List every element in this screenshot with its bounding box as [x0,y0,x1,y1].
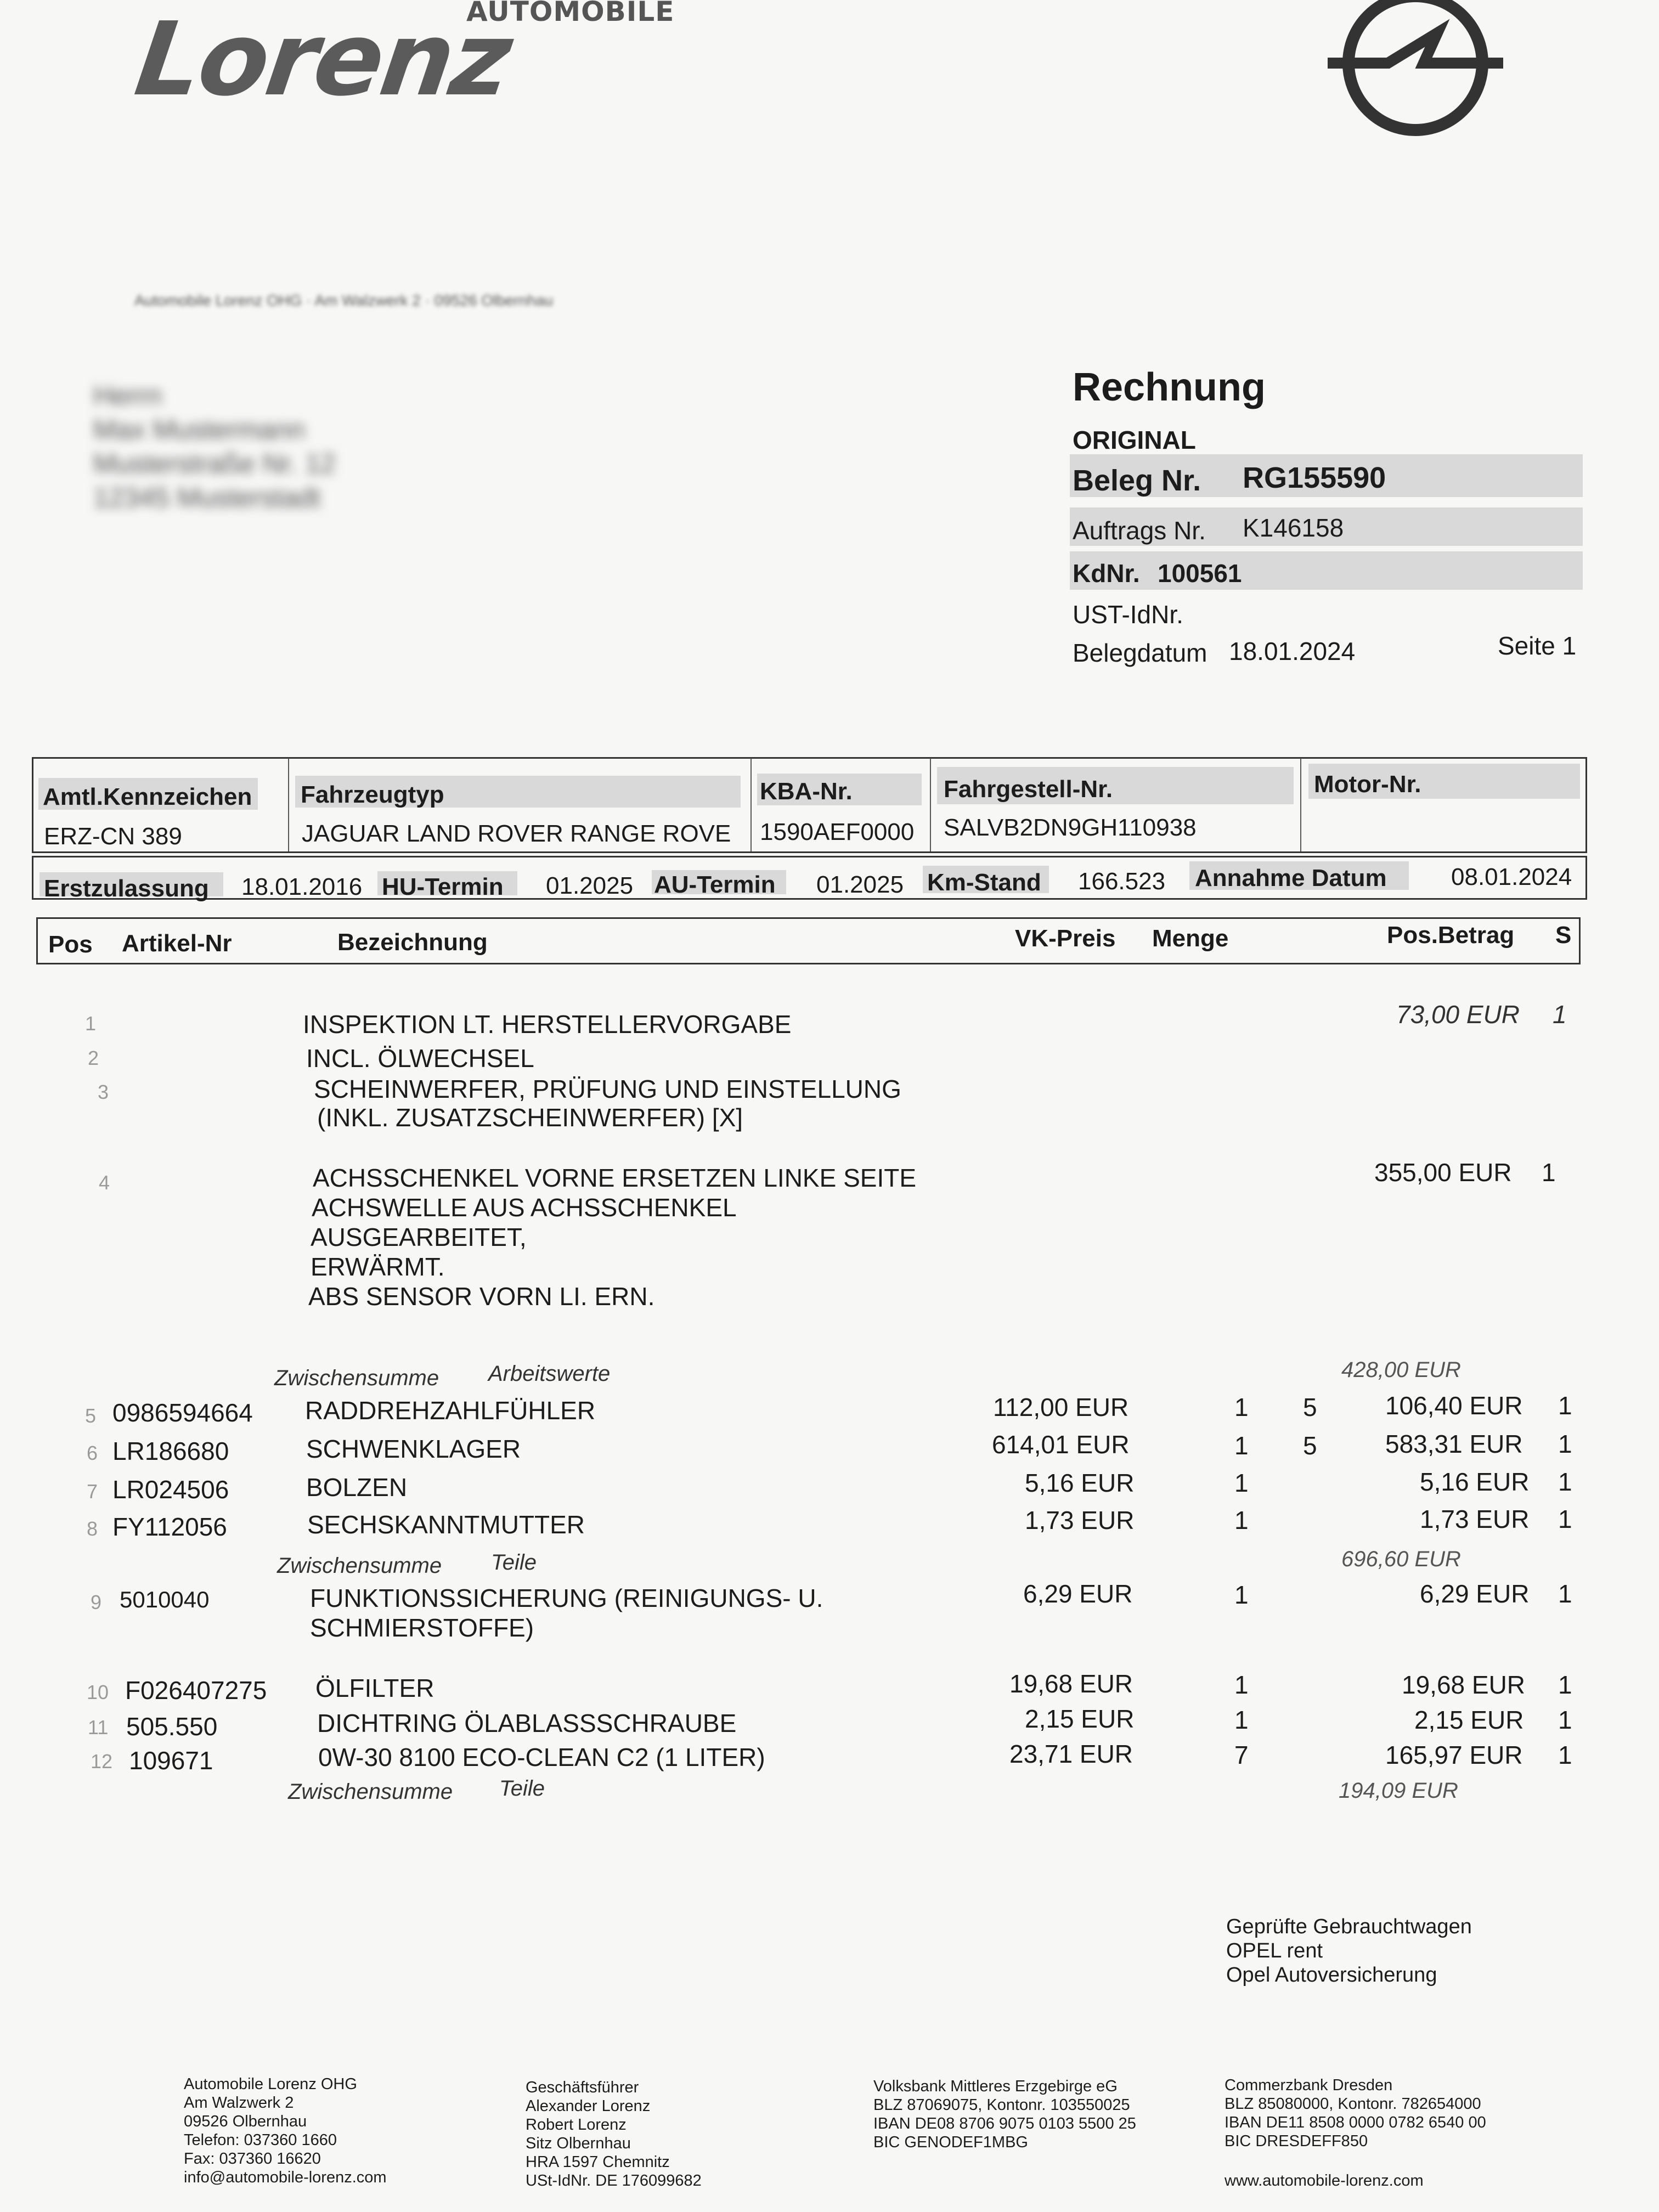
line-qty: 1 [1234,1431,1249,1460]
line-pos: 2 [88,1047,99,1069]
line-description: RADDREHZAHLFÜHLER [305,1396,596,1425]
line-qty: 1 [1234,1393,1249,1421]
line-amount: 106,40 EUR [1385,1391,1523,1420]
annahme-datum-value: 08.01.2024 [1451,864,1572,890]
page-number: Seite 1 [1498,631,1577,660]
kennzeichen-value: ERZ-CN 389 [44,823,182,850]
line-description-cont: (INKL. ZUSATZSCHEINWERFER) [X] [317,1103,743,1132]
subtotal-label: Zwischensumme [277,1554,442,1578]
col-artikel: Artikel-Nr [122,930,232,957]
line-qty: 1 [1234,1671,1249,1699]
line-description: SECHSKANNTMUTTER [307,1510,585,1539]
line-article: 109671 [129,1746,213,1775]
line-article: 505.550 [126,1712,218,1741]
header-km-stand: Km-Stand [927,869,1041,896]
line-description-cont: SCHMIERSTOFFE) [310,1613,534,1642]
line-article: 5010040 [120,1587,210,1612]
ust-label: UST-IdNr. [1073,600,1183,629]
line-s: 1 [1558,1391,1572,1420]
belegdatum-value: 18.01.2024 [1229,637,1356,665]
line-s: 1 [1558,1706,1572,1734]
subtotal-label: Zwischensumme [288,1780,453,1804]
line-pos: 11 [88,1716,109,1739]
header-fahrgestell: Fahrgestell-Nr. [944,776,1113,803]
header-fahrzeugtyp: Fahrzeugtyp [301,781,444,808]
line-s: 1 [1558,1468,1572,1496]
km-stand-value: 166.523 [1078,868,1166,895]
opel-logo-icon [1322,0,1509,143]
line-pos: 5 [85,1404,97,1427]
footer-website-link[interactable]: www.automobile-lorenz.com [1224,2172,1424,2190]
footer-bank-volksbank: Volksbank Mittleres Erzgebirge eG BLZ 87069075, Kontonr. 103550025 IBAN DE08 8706 9075 0103 5500 25 BIC GENODEF1MBG [873,2078,1136,2151]
line-qty: 1 [1234,1506,1249,1534]
beleg-number: RG155590 [1243,461,1386,494]
line-qty: 1 [1234,1469,1249,1497]
auftrag-number: K146158 [1243,514,1344,542]
fahrzeugtyp-value: JAGUAR LAND ROVER RANGE ROVE [302,820,731,847]
line-description: INCL. ÖLWECHSEL [306,1044,534,1073]
belegdatum-label: Belegdatum [1073,639,1207,667]
header-hu-termin: HU-Termin [382,873,504,900]
hu-termin-value: 01.2025 [546,872,634,899]
line-amount: 355,00 EUR [1374,1158,1512,1187]
line-description: BOLZEN [306,1473,408,1502]
line-qty: 1 [1234,1581,1249,1609]
footer-company: Automobile Lorenz OHG Am Walzwerk 2 09526 Olbernhau Telefon: 037360 1660 Fax: 037360 16620 info@automobile-lorenz.com [184,2075,387,2186]
line-article: FY112056 [112,1513,227,1541]
company-logo: Lorenz [128,0,517,119]
line-price: 2,15 EUR [1025,1705,1135,1733]
line-description: DICHTRING ÖLABLASSSCHRAUBE [317,1709,737,1737]
au-termin-value: 01.2025 [816,871,904,898]
line-qty: 7 [1234,1741,1249,1769]
line-s: 1 [1553,1000,1567,1029]
line-s: 1 [1558,1741,1572,1769]
footer-management: Geschäftsführer Alexander Lorenz Robert Lorenz Sitz Olbernhau HRA 1597 Chemnitz USt-IdNr. DE 176099682 [526,2079,702,2190]
header-motor: Motor-Nr. [1314,771,1421,798]
line-pos: 6 [87,1442,98,1464]
logo-subtitle: AUTOMOBILE [466,0,675,27]
line-pos: 8 [87,1517,98,1540]
header-au-termin: AU-Termin [654,871,776,898]
line-price: 19,68 EUR [1009,1669,1133,1698]
line-price: 6,29 EUR [1023,1579,1133,1608]
line-pos: 12 [91,1750,113,1773]
line-pos: 10 [87,1681,109,1703]
line-s: 1 [1558,1671,1572,1699]
kd-row [1070,551,1583,590]
header-erstzulassung: Erstzulassung [44,875,209,902]
subtotal-kind: Arbeitswerte [488,1362,611,1386]
auftrag-label: Auftrags Nr. [1073,516,1206,545]
line-description: INSPEKTION LT. HERSTELLERVORGABE [303,1010,792,1039]
line-price: 1,73 EUR [1025,1506,1135,1534]
header-kba: KBA-Nr. [760,778,853,805]
line-description-cont: ACHSWELLE AUS ACHSSCHENKEL [312,1193,737,1222]
subtotal-value: 428,00 EUR [1341,1358,1461,1382]
line-pos: 7 [87,1480,98,1503]
header-annahme-datum: Annahme Datum [1195,865,1387,891]
line-article: LR186680 [112,1437,229,1465]
line-pos: 1 [85,1012,97,1035]
line-amount: 6,29 EUR [1420,1579,1530,1608]
line-pos: 4 [99,1171,110,1194]
col-bezeichnung: Bezeichnung [337,929,488,956]
recipient-address: Herrn Max Mustermann Musterstraße Nr. 12 12345 Musterstadt [93,380,336,513]
line-amount: 5,16 EUR [1420,1468,1530,1496]
col-pos-betrag: Pos.Betrag [1387,922,1515,949]
sender-line: Automobile Lorenz OHG · Am Walzwerk 2 · 09526 Olbernhau [134,292,554,309]
header-kennzeichen: Amtl.Kennzeichen [43,783,252,810]
footer-email-link[interactable]: info@automobile-lorenz.com [184,2169,387,2186]
kba-value: 1590AEF0000 [760,819,915,845]
line-price: 23,71 EUR [1009,1740,1133,1768]
line-amount: 73,00 EUR [1396,1000,1520,1029]
line-amount: 583,31 EUR [1385,1430,1523,1458]
line-price: 112,00 EUR [993,1393,1129,1421]
line-description: ÖLFILTER [315,1674,435,1702]
line-discount: 5 [1303,1431,1317,1460]
line-description: FUNKTIONSSICHERUNG (REINIGUNGS- U. [310,1584,823,1612]
col-menge: Menge [1152,925,1229,952]
line-qty: 1 [1234,1706,1249,1734]
subtotal-value: 194,09 EUR [1339,1779,1458,1803]
subtotal-kind: Teile [499,1776,545,1801]
kd-number: 100561 [1158,559,1242,588]
line-description-cont: AUSGEARBEITET, [311,1223,527,1251]
fahrgestell-value: SALVB2DN9GH110938 [944,814,1197,841]
line-article: LR024506 [112,1475,229,1504]
line-amount: 19,68 EUR [1402,1671,1526,1699]
line-s: 1 [1558,1430,1572,1458]
line-price: 614,01 EUR [992,1430,1130,1459]
document-title: Rechnung [1073,365,1266,409]
col-vk-preis: VK-Preis [1015,925,1116,952]
subtotal-value: 696,60 EUR [1341,1547,1461,1571]
line-description: SCHEINWERFER, PRÜFUNG UND EINSTELLUNG [314,1075,901,1103]
erstzulassung-value: 18.01.2016 [241,873,363,900]
subtotal-label: Zwischensumme [274,1366,439,1390]
line-s: 1 [1558,1505,1572,1533]
line-s: 1 [1542,1158,1556,1187]
line-pos: 3 [98,1081,109,1103]
beleg-label: Beleg Nr. [1073,464,1201,497]
footer-bank-commerzbank: Commerzbank Dresden BLZ 85080000, Kontonr. 782654000 IBAN DE11 8508 0000 0782 6540 00 BIC DRESDEFF850 [1224,2076,1486,2150]
line-article: F026407275 [125,1676,267,1705]
line-discount: 5 [1303,1393,1317,1421]
line-description-cont: ERWÄRMT. [311,1252,445,1281]
line-amount: 165,97 EUR [1385,1741,1523,1769]
line-article: 0986594664 [112,1398,253,1427]
original-label: ORIGINAL [1073,426,1196,454]
line-pos: 9 [91,1591,102,1613]
line-description: SCHWENKLAGER [306,1435,521,1463]
line-amount: 1,73 EUR [1420,1505,1530,1533]
col-pos: Pos [48,931,93,958]
service-list: Geprüfte Gebrauchtwagen OPEL rent Opel Autoversicherung [1226,1915,1472,1987]
col-s: S [1555,922,1572,949]
line-s: 1 [1558,1579,1572,1608]
line-amount: 2,15 EUR [1414,1706,1524,1734]
kd-label: KdNr. [1073,559,1140,588]
line-description: 0W-30 8100 ECO-CLEAN C2 (1 LITER) [318,1743,765,1771]
items-header [36,917,1581,964]
line-description-cont: ABS SENSOR VORN LI. ERN. [308,1282,655,1311]
line-description: ACHSSCHENKEL VORNE ERSETZEN LINKE SEITE [313,1164,917,1192]
line-price: 5,16 EUR [1025,1469,1135,1497]
subtotal-kind: Teile [491,1550,537,1575]
